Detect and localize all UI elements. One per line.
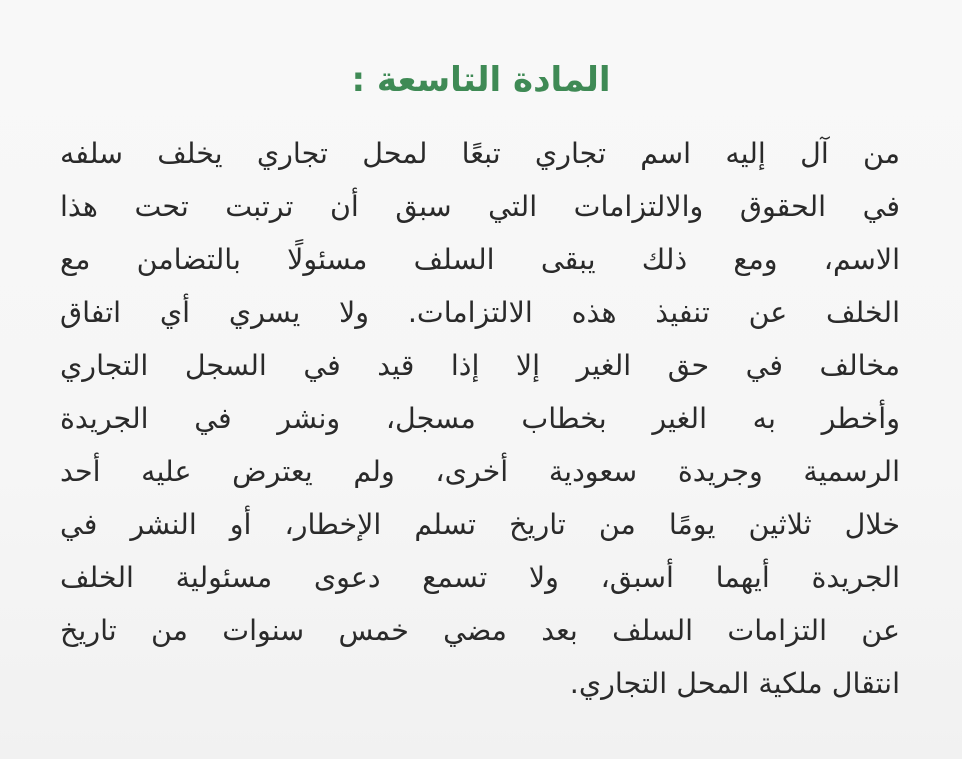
article-line: مخالف في حق الغير إلا إذا قيد في السجل التجاري <box>60 349 900 382</box>
article-line: الرسمية وجريدة سعودية أخرى، ولم يعترض عليه أحد <box>60 455 900 488</box>
article-line: وأخطر به الغير بخطاب مسجل، ونشر في الجريدة <box>60 402 900 435</box>
article-line: الاسم، ومع ذلك يبقى السلف مسئولًا بالتضامن مع <box>60 243 900 276</box>
article-line: من آل إليه اسم تجاري تبعًا لمحل تجاري يخلف سلفه <box>60 137 900 170</box>
article-line: عن التزامات السلف بعد مضي خمس سنوات من تاريخ <box>60 614 900 647</box>
article-line: الجريدة أيهما أسبق، ولا تسمع دعوى مسئولية الخلف <box>60 561 900 594</box>
article-body <box>60 127 900 710</box>
article-line: الخلف عن تنفيذ هذه الالتزامات. ولا يسري أي اتفاق <box>60 296 900 329</box>
article-line: انتقال ملكية المحل التجاري. <box>569 667 900 700</box>
article-line: في الحقوق والالتزامات التي سبق أن ترتبت تحت هذا <box>60 190 900 223</box>
article-title: المادة التاسعة : <box>351 60 611 100</box>
article-line: خلال ثلاثين يومًا من تاريخ تسلم الإخطار، أو النشر في <box>60 508 900 541</box>
